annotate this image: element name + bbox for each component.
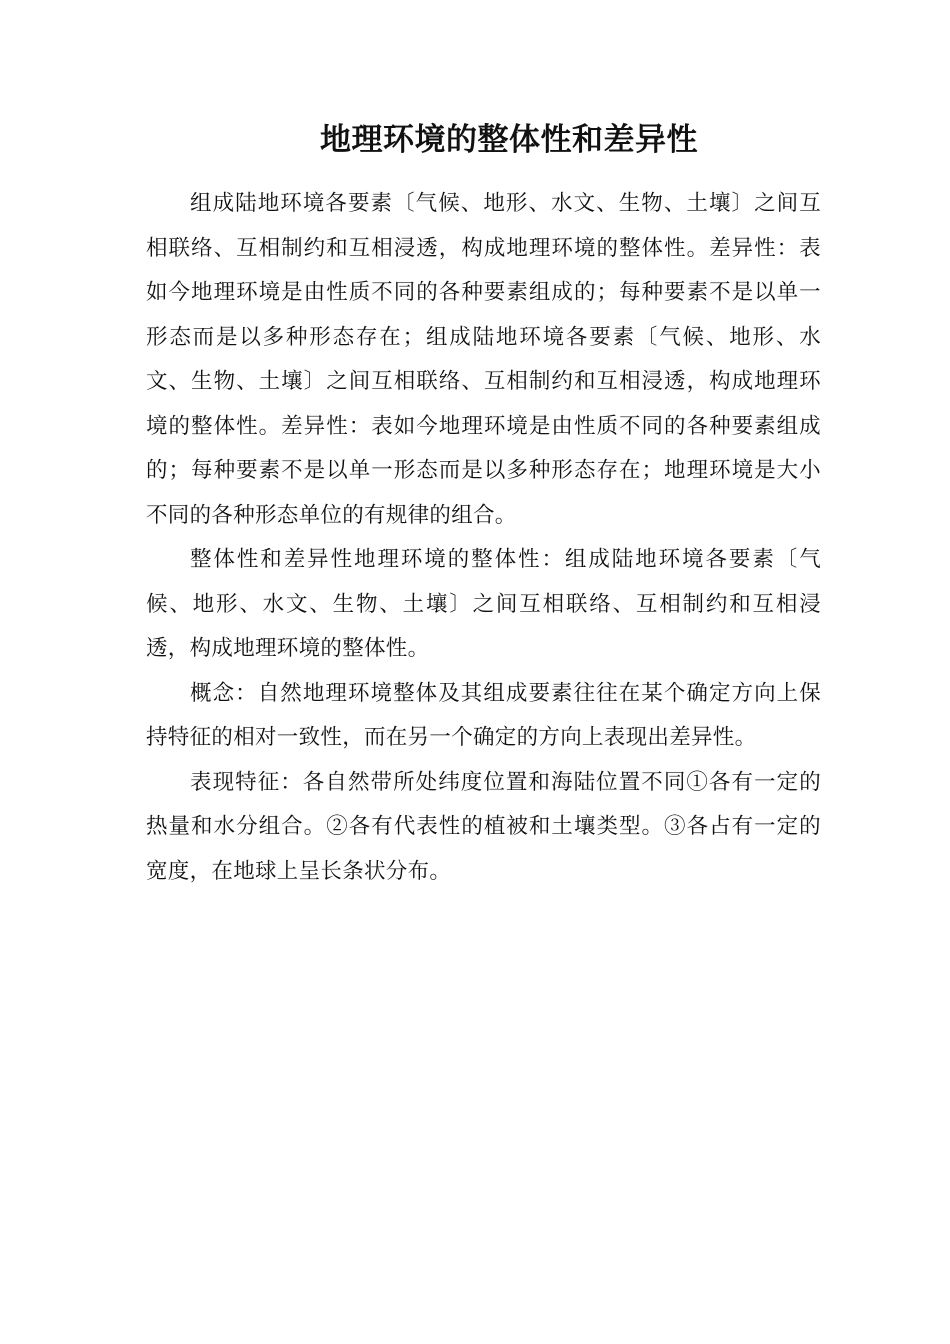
paragraph-3: 概念：自然地理环境整体及其组成要素往往在某个确定方向上保持特征的相对一致性，而在另一个确定的方向上表现出差异性。 [146,680,821,750]
document-body [146,182,821,894]
paragraph-4: 表现特征：各自然带所处纬度位置和海陆位置不同①各有一定的热量和水分组合。②各有代表性的植被和土壤类型。③各占有一定的宽度，在地球上呈长条状分布。 [146,769,821,884]
paragraph-2: 整体性和差异性地理环境的整体性：组成陆地环境各要素〔气候、地形、水文、生物、土壤〕之间互相联络、互相制约和互相浸透，构成地理环境的整体性。 [146,547,821,661]
document-title: 地理环境的整体性和差异性 [320,122,698,158]
paragraph-1: 组成陆地环境各要素〔气候、地形、水文、生物、土壤〕之间互相联络、互相制约和互相浸透，构成地理环境的整体性。差异性：表如今地理环境是由性质不同的各种要素组成的；每种要素不是以单一形态而是以多种形态存在；组成陆地环境各要素〔气候、地形、水文、生物、土壤〕之间互相联络、互相制约和互相浸透，构成地理环境的整体性。差异性：表如今地理环境是由性质不同的各种要素组成的；每种要素不是以单一形态而是以多种形态存在；地理环境是大小不同的各种形态单位的有规律的组合。 [146,191,821,528]
